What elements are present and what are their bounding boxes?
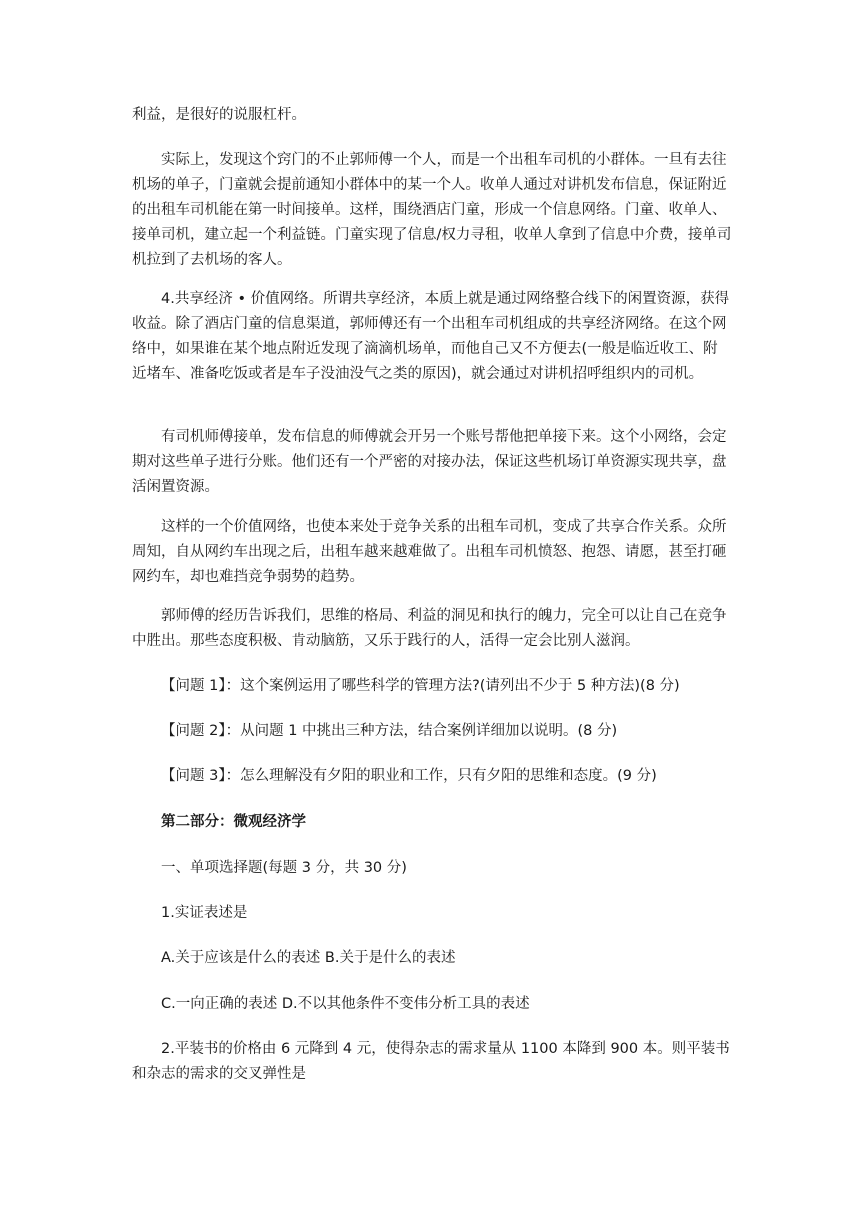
paragraph-info-network: 实际上，发现这个窍门的不止郭师傅一个人，而是一个出租车司机的小群体。一旦有去往机场的单子，门童就会提前通知小群体中的某一个人。收单人通过对讲机发布信息，保证附近的出租车司机能在第一时间接单。这样，围绕酒店门童，形成一个信息网络。门童、收单人、接单司机，建立起一个利益链。门童实现了信息/权力寻租，收单人拿到了信息中介费，接单司机拉到了去机场的客人。 [132,152,732,268]
question-2: 【问题 2】：从问题 1 中挑出三种方法，结合案例详细加以说明。(8 分) [161,723,618,739]
paragraph-order-sharing: 有司机师傅接单，发布信息的师傅就会开另一个账号帮他把单接下来。这个小网络，会定期对这些单子进行分账。他们还有一个严密的对接办法，保证这些机场订单资源实现共享，盘活闲置资源。 [132,429,727,495]
subsection-heading: 一、单项选择题(每题 3 分，共 30 分) [161,860,407,876]
paragraph-conclusion: 郭师傅的经历告诉我们，思维的格局、利益的洞见和执行的魄力，完全可以让自己在竞争中胜出。那些态度积极、肯动脑筋，又乐于践行的人，活得一定会比别人滋润。 [132,608,727,649]
paragraph-value-network: 这样的一个价值网络，也使本来处于竞争关系的出租车司机，变成了共享合作关系。众所周知，自从网约车出现之后，出租车越来越难做了。出租车司机愤怒、抱怨、请愿，甚至打砸网约车，却也难挡竞争弱势的趋势。 [132,519,727,585]
item-2-question: 2.平装书的价格由 6 元降到 4 元，使得杂志的需求量从 1100 本降到 900 本。则平装书和杂志的需求的交叉弹性是 [132,1041,730,1082]
question-1: 【问题 1】：这个案例运用了哪些科学的管理方法?(请列出不少于 5 种方法)(8 分) [161,678,680,694]
paragraph-sharing-economy: 4.共享经济 • 价值网络。所谓共享经济，本质上就是通过网络整合线下的闲置资源，获得收益。除了酒店门童的信息渠道，郭师傅还有一个出租车司机组成的共享经济网络。在这个网络中，如果谁在某个地点附近发现了滴滴机场单，而他自己又不方便去(一般是临近收工、附近堵车、准备吃饭或者是车子没油没气之类的原因)，就会通过对讲机招呼组织内的司机。 [132,291,730,382]
item-1-options-cd: C.一向正确的表述 D.不以其他条件不变伟分析工具的表述 [161,996,530,1012]
question-3: 【问题 3】：怎么理解没有夕阳的职业和工作，只有夕阳的思维和态度。(9 分) [161,768,657,784]
paragraph-intro-end: 利益，是很好的说服杠杆。 [132,107,306,123]
item-1-options-ab: A.关于应该是什么的表述 B.关于是什么的表述 [161,950,456,966]
item-1-question: 1.实证表述是 [161,905,248,921]
section-heading: 第二部分：微观经济学 [161,814,306,830]
